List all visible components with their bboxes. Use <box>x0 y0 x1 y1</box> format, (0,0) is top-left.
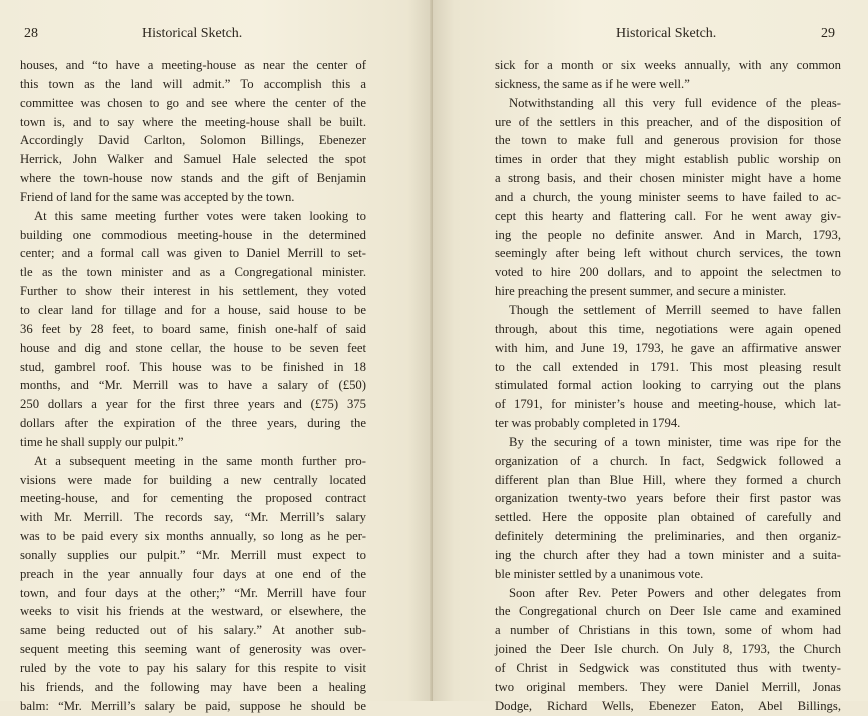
text-line: visions were made for building a new centrally located <box>20 472 366 487</box>
text-line: building one commodious meeting-house in the determined <box>20 227 366 242</box>
text-line: the town to make full and generous provision for those <box>495 133 841 148</box>
text-line: seemingly after being left without church services, the town <box>495 246 841 261</box>
text-line: with Mr. Merrill. The records say, “Mr. Merrill’s salary <box>20 510 366 525</box>
page-body-text <box>20 56 366 716</box>
text-line: his friends, and the following may have been a healing <box>20 679 366 694</box>
text-line: a number of Christians in this town, some of whom had <box>495 623 841 638</box>
text-line: ter was probably completed in 1794. <box>495 416 681 431</box>
text-line: months, and “Mr. Merrill was to have a salary of (£50) <box>20 378 366 393</box>
text-line: with him, and June 19, 1793, he gave an affirmative answer <box>495 340 841 355</box>
page-number: 28 <box>24 26 38 41</box>
text-line: where the town-house now stands and the gift of Benjamin <box>20 171 366 186</box>
text-line: Herrick, John Walker and Samuel Hale selected the spot <box>20 152 366 167</box>
text-line: different plan than Blue Hill, where they formed a church <box>495 472 841 487</box>
text-line: settled. Here the opposite plan obtained of carefully and <box>495 510 841 525</box>
text-line: a strong basis, and their chosen minister might have a home <box>495 171 841 186</box>
text-line: sickness, the same as if he were well.” <box>495 76 690 91</box>
text-line: stimulated formal action looking to carrying out the plans <box>495 378 841 393</box>
text-line: Friend of land for the same was accepted by the town. <box>20 189 295 204</box>
text-line: same being reducted out of his salary.” At another sub- <box>20 623 366 638</box>
text-line: 250 dollars a year for the first three years and (£75) 375 <box>20 397 366 412</box>
text-line: the Congregational church on Deer Isle came and examined <box>495 604 841 619</box>
text-line: Notwithstanding all this very full evidence of the pleas- <box>509 95 841 110</box>
text-line: dollars after the expiration of the three years, during the <box>20 416 366 431</box>
text-line: joined the Deer Isle church. On July 8, 1793, the Church <box>495 642 841 657</box>
text-line: houses, and “to have a meeting-house as near the center of <box>20 58 366 72</box>
text-line: to the call extended in 1791. This most pleasing result <box>495 359 841 374</box>
left-page <box>0 0 433 713</box>
text-line: house and dig and stone cellar, the house to be seven feet <box>20 340 366 355</box>
text-line: cept this hearty and flattering call. For he went away giv- <box>495 208 841 223</box>
text-line: Dodge, Richard Wells, Ebenezer Eaton, Abel Billings, <box>495 698 841 713</box>
running-head: Historical Sketch. <box>616 26 717 41</box>
text-line: sequent meeting this seeming want of generosity was over- <box>20 642 366 657</box>
text-line: tle as the town minister and as a Congregational minister. <box>20 265 366 280</box>
text-line: this town as the land will admit.” To accomplish this a <box>20 76 366 91</box>
text-line: was to be paid every six months annually, so long as he per- <box>20 529 366 544</box>
text-line: weeks to visit his friends at the westward, or elsewhere, the <box>20 604 366 619</box>
text-line: preach in the year annually four days at one end of the <box>20 566 366 581</box>
text-line: to clear land for tillage and for a house, said house to be <box>20 302 366 317</box>
page-number: 29 <box>821 26 835 41</box>
text-line: Though the settlement of Merrill seemed to have fallen <box>509 302 841 317</box>
text-line: through, about this time, negotiations were again opened <box>495 321 841 336</box>
text-line: Soon after Rev. Peter Powers and other delegates from <box>509 585 841 600</box>
text-line: stud, gambrel roof. This house was to be finished in 18 <box>20 359 366 374</box>
text-line: times in order that they might establish public worship on <box>495 152 841 167</box>
text-line: ing the people no definite answer. And in March, 1793, <box>495 227 841 242</box>
text-line: time he shall supply our pulpit.” <box>20 434 184 449</box>
text-line: committee was chosen to go and see where the center of the <box>20 95 366 110</box>
text-line: By the securing of a town minister, time was ripe for the <box>509 434 841 449</box>
text-line: ruled by the vote to pay his salary for this respite to visit <box>20 661 366 675</box>
text-line: town is, and to say where the meeting-house shall be built. <box>20 114 366 129</box>
text-line: ure of the settlers in this preacher, and of the disposition of <box>495 114 841 129</box>
text-line: center; and a formal call was given to Daniel Merrill to set- <box>20 246 366 261</box>
text-line: At a subsequent meeting in the same month further pro- <box>34 453 366 468</box>
text-line: sick for a month or six weeks annually, with any common <box>495 58 841 72</box>
text-line: Accordingly David Carlton, Solomon Billings, Ebenezer <box>20 133 366 148</box>
page-body-text <box>495 56 841 716</box>
text-line: two original members. They were Daniel Merrill, Jonas <box>495 679 841 694</box>
right-page <box>433 0 868 713</box>
text-line: of 1791, for minister’s house and meeting-house, which lat- <box>495 397 841 412</box>
text-line: and a church, the young minister seems to have failed to ac- <box>495 189 841 204</box>
text-line: meeting-house, and for cementing the proposed contract <box>20 491 366 506</box>
text-line: ble minister settled by a unanimous vote. <box>495 566 704 581</box>
text-line: voted to hire 200 dollars, and to appoint the selectmen to <box>495 265 841 280</box>
text-line: ing the church after they had a town minister and a suita- <box>495 547 841 562</box>
text-line: hire preaching the present summer, and secure a minister. <box>495 284 787 299</box>
text-line: balm: “Mr. Merrill’s salary be paid, suppose he should be <box>20 698 366 713</box>
text-line: town, and four days at the other;” “Mr. Merrill have four <box>20 585 366 600</box>
text-line: 36 feet by 28 feet, to board same, finish one-half of said <box>20 321 366 336</box>
text-line: of Christ in Sedgwick was constituted thus with twenty- <box>495 661 841 675</box>
running-head: Historical Sketch. <box>142 26 243 41</box>
text-line: sonally supplies our pulpit.” “Mr. Merrill must expect to <box>20 547 366 562</box>
text-line: organization of a church. In fact, Sedgwick followed a <box>495 453 841 468</box>
text-line: Further to show their interest in his settlement, they voted <box>20 284 366 299</box>
text-line: organization twenty-two years before their first pastor was <box>495 491 841 506</box>
text-line: definitely determining the preliminaries, and then organiz- <box>495 529 841 544</box>
text-line: At this same meeting further votes were taken looking to <box>34 208 366 223</box>
